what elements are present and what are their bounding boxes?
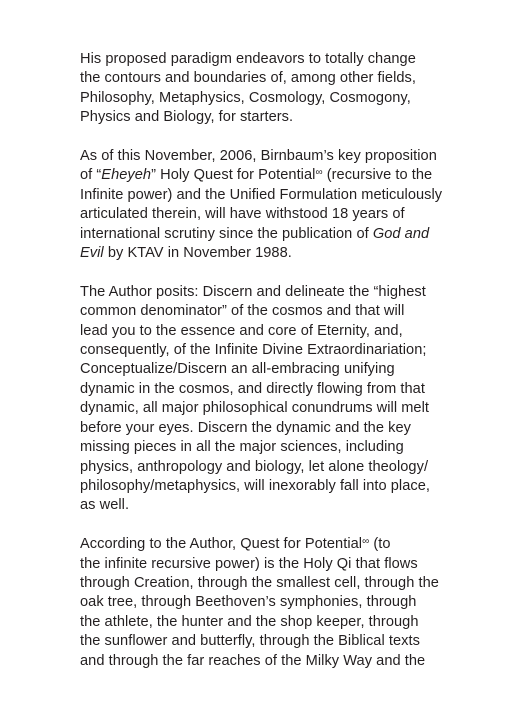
text-run: lead you to the essence and core of Eternity, and,: [80, 322, 403, 339]
text-line: [80, 380, 500, 399]
text-run: the sunflower and butterfly, through the Biblical texts: [80, 633, 420, 650]
text-line: [80, 302, 500, 321]
text-run: Physics and Biology, for starters.: [80, 109, 294, 126]
text-run: dynamic, all major philosophical conundrums will melt: [80, 400, 429, 417]
text-line: [80, 322, 500, 341]
text-run: articulated therein, will have withstood 18 years of: [80, 206, 405, 223]
text-run: as well.: [80, 497, 130, 514]
text-line: [80, 69, 500, 88]
text-run: by KTAV in November 1988.: [103, 245, 292, 262]
text-line: [80, 225, 500, 244]
text-line: [80, 360, 500, 379]
infinity-superscript: ∞: [362, 536, 370, 548]
italic-text: Eheyeh: [101, 167, 152, 184]
text-run: philosophy/metaphysics, will inexorably fall into place,: [80, 477, 430, 494]
text-run: physics, anthropology and biology, let alone theology/: [80, 458, 429, 475]
text-run: oak tree, through Beethoven’s symphonies, through: [80, 594, 417, 611]
text-line: [80, 652, 500, 671]
text-run: His proposed paradigm endeavors to totally change: [80, 51, 416, 67]
text-run: the infinite recursive power) is the Holy Qi that flows: [80, 555, 418, 572]
text-run: missing pieces in all the major sciences, including: [80, 439, 404, 456]
text-run: ” Holy Quest for Potential: [151, 167, 316, 184]
text-line: [80, 535, 500, 554]
text-line: [80, 205, 500, 224]
text-run: Philosophy, Metaphysics, Cosmology, Cosmogony,: [80, 89, 411, 106]
text-line: [80, 147, 500, 166]
text-line: [80, 399, 500, 418]
text-line: [80, 613, 500, 632]
text-run: the athlete, the hunter and the shop keeper, through: [80, 613, 419, 630]
text-line: [80, 419, 500, 438]
text-run: the contours and boundaries of, among other fields,: [80, 70, 416, 87]
text-line: [80, 89, 500, 108]
paragraph: [80, 535, 500, 671]
paragraph: [80, 147, 500, 263]
text-run: common denominator” of the cosmos and that will: [80, 303, 405, 320]
text-run: As of this November, 2006, Birnbaum’s key proposition: [80, 148, 437, 165]
text-run: and through the far reaches of the Milky Way and the: [80, 652, 426, 669]
text-line: [80, 574, 500, 593]
italic-text: God and: [372, 225, 430, 242]
italic-text: Evil: [80, 245, 104, 262]
text-run: (to: [369, 536, 391, 553]
text-run: international scrutiny since the publication of: [80, 225, 373, 242]
text-run: consequently, of the Infinite Divine Extraordinariation;: [80, 342, 427, 359]
text-line: [80, 244, 500, 263]
text-run: Infinite power) and the Unified Formulation meticulously: [80, 186, 443, 203]
text-line: [80, 50, 500, 69]
text-run: Conceptualize/Discern an all-embracing unifying: [80, 361, 395, 378]
text-line: [80, 283, 500, 302]
text-run: The Author posits: Discern and delineate the “highest: [80, 283, 426, 300]
paragraph: [80, 283, 500, 516]
body-text: [80, 50, 500, 690]
infinity-superscript: ∞: [315, 167, 323, 179]
text-line: [80, 555, 500, 574]
paragraph: [80, 50, 500, 128]
text-run: dynamic in the cosmos, and directly flowing from that: [80, 380, 425, 397]
text-line: [80, 186, 500, 205]
text-run: through Creation, through the smallest cell, through the: [80, 574, 439, 591]
text-line: [80, 496, 500, 515]
text-line: [80, 341, 500, 360]
text-line: [80, 458, 500, 477]
text-line: [80, 593, 500, 612]
text-run: of “: [80, 167, 102, 184]
text-run: (recursive to the: [322, 167, 433, 184]
text-run: before your eyes. Discern the dynamic and the key: [80, 419, 411, 436]
text-line: [80, 166, 500, 185]
text-run: According to the Author, Quest for Potential: [80, 536, 363, 553]
text-line: [80, 438, 500, 457]
text-line: [80, 632, 500, 651]
text-line: [80, 108, 500, 127]
text-line: [80, 477, 500, 496]
